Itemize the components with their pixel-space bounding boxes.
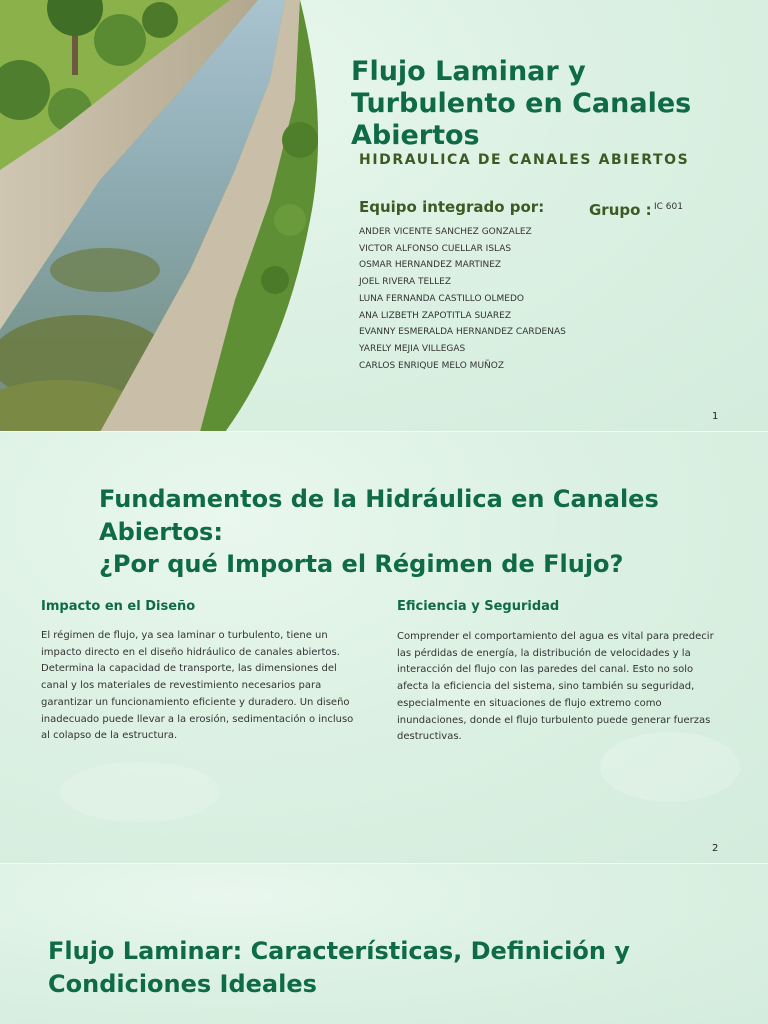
title-line: ¿Por qué Importa el Régimen de Flujo? [99, 550, 624, 578]
body-line: canal y los materiales de revestimiento necesarios para [41, 680, 322, 692]
presentation-subtitle: HIDRAULICA DE CANALES ABIERTOS [359, 152, 690, 168]
left-column-body [41, 628, 381, 745]
slide-2 [0, 432, 768, 864]
right-column-heading: Eficiencia y Seguridad [397, 599, 560, 614]
page-number: 1 [712, 411, 719, 422]
slide-title [99, 483, 739, 581]
member-list [359, 224, 566, 374]
body-line: afecta la eficiencia del sistema, sino también su seguridad, [397, 681, 695, 693]
member-name: LUNA FERNANDA CASTILLO OLMEDO [359, 293, 524, 304]
left-column-heading: Impacto en el Diseño [41, 599, 196, 614]
member-name: EVANNY ESMERALDA HERNANDEZ CARDENAS [359, 327, 566, 338]
body-line: especialmente en situaciones de flujo extremo como [397, 697, 662, 709]
slide-1 [0, 0, 768, 432]
page-number: 2 [712, 843, 719, 854]
body-line: Comprender el comportamiento del agua es vital para predecir [397, 631, 714, 642]
title-line: Abiertos [351, 120, 480, 151]
title-line: Flujo Laminar y [351, 56, 586, 87]
title-line: Turbulento en Canales [351, 88, 692, 119]
presentation-title [351, 56, 751, 152]
title-line: Condiciones Ideales [48, 969, 317, 998]
body-line: destructivas. [397, 731, 462, 743]
body-line: El régimen de flujo, ya sea laminar o turbulento, tiene un [41, 630, 328, 641]
member-name: OSMAR HERNANDEZ MARTINEZ [359, 260, 502, 271]
body-line: Determina la capacidad de transporte, las dimensiones del [41, 663, 337, 675]
background-bubble [60, 762, 220, 822]
slide-title [48, 935, 748, 1000]
title-line: Fundamentos de la Hidráulica en Canales [99, 485, 659, 513]
title-line: Flujo Laminar: Características, Definición y [48, 937, 630, 965]
body-line: inadecuado puede llevar a la erosión, sedimentación o incluso [41, 713, 354, 725]
body-line: interacción del flujo con las paredes del canal. Esto no solo [397, 664, 694, 676]
member-name: ANDER VICENTE SANCHEZ GONZALEZ [359, 227, 532, 237]
body-line: al colapso de la estructura. [41, 730, 178, 742]
team-label: Equipo integrado por: [359, 198, 545, 216]
canal-photo [0, 0, 330, 432]
body-line: garantizar un funcionamiento eficiente y duradero. Un diseño [41, 696, 350, 708]
body-line: las pérdidas de energía, la distribución de velocidades y la [397, 647, 691, 659]
body-line: inundaciones, donde el flujo turbulento puede generar fuerzas [397, 714, 711, 726]
group-label: Grupo : [589, 201, 652, 219]
slide-3 [0, 864, 768, 1024]
member-name: JOEL RIVERA TELLEZ [359, 277, 452, 288]
right-column-body [397, 629, 747, 746]
member-name: VICTOR ALFONSO CUELLAR ISLAS [359, 243, 512, 254]
member-name: CARLOS ENRIQUE MELO MUÑOZ [359, 360, 505, 371]
title-line: Abiertos: [99, 517, 223, 546]
member-name: YARELY MEJIA VILLEGAS [359, 343, 466, 354]
group-value: IC 601 [654, 202, 683, 212]
member-name: ANA LIZBETH ZAPOTITLA SUAREZ [359, 310, 512, 321]
body-line: impacto directo en el diseño hidráulico de canales abiertos. [41, 646, 340, 658]
